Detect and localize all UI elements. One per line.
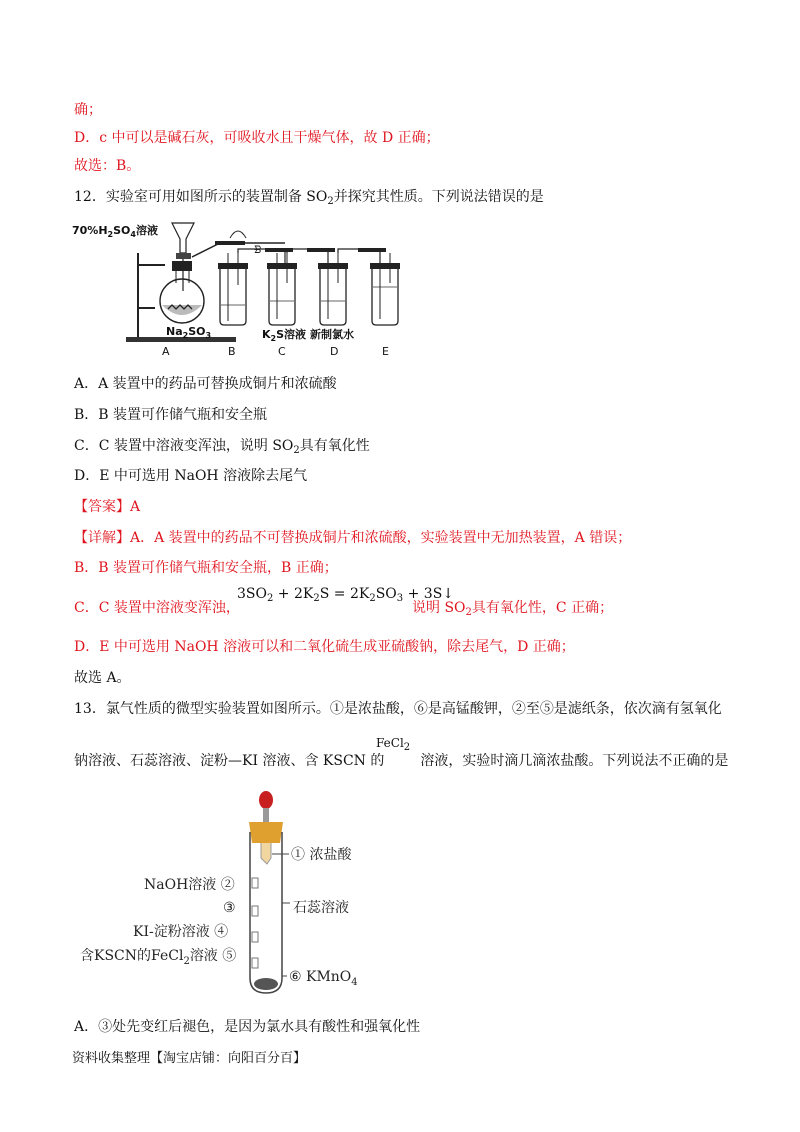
fecl2-formula: FeCl$_2$ [376, 736, 411, 753]
q13-option-a: A．③处先变红后褪色，是因为氯水具有酸性和强氧化性 [74, 1019, 421, 1035]
label-kmno4: ⑥ KMnO$_4$ [289, 969, 358, 988]
question-13: 13．氯气性质的微型实验装置如图所示。①是浓盐酸，⑥是高锰酸钾，②至⑤是滤纸条，依次滴有氢氧化 [74, 701, 722, 717]
label-naoh: NaOH溶液 ② [144, 877, 235, 893]
apparatus-letter: D [330, 345, 339, 358]
text-line: 确； [74, 102, 102, 118]
apparatus-figure-13 [75, 788, 405, 1008]
stopper [249, 822, 283, 843]
chlorine-water-label: 新制氯水 [310, 328, 354, 341]
option-b: B．B 装置可作储气瓶和安全瓶 [74, 407, 268, 423]
detail-a: 【详解】A．A 装置中的药品不可替换成铜片和浓硫酸，实验装置中无加热装置，A 错误； [74, 530, 632, 546]
option-d: D．E 中可选用 NaOH 溶液除去尾气 [74, 468, 308, 484]
dropper-bulb [259, 791, 273, 809]
bottle-e [372, 269, 398, 325]
reaction-equation: $3SO_2 + 2K_2S = 2K_2SO_3$ + 3S↓ [237, 586, 455, 604]
k2s-label: $K_2S$溶液 [262, 328, 307, 343]
detail-c-text: C．C 装置中溶液变浑浊， [74, 600, 240, 616]
bottle-b [220, 269, 246, 325]
question-13-line2: 钠溶液、石蕊溶液、淀粉—KI 溶液、含 KSCN 的 溶液，实验时滴几滴浓盐酸。下列说法不正确的是 [74, 753, 729, 769]
kmno4-solid [254, 978, 278, 990]
footer: 资料收集整理【淘宝店铺：向阳百分百】 [72, 1051, 307, 1066]
label-litmus: 石蕊溶液 [293, 900, 349, 916]
selection: 故选 A。 [74, 670, 131, 686]
apparatus-letter: C [278, 345, 286, 358]
na2so3-label: $Na_2SO_3$ [166, 325, 212, 340]
detail-c-conclusion: 说明 $SO_2$具有氧化性，C 正确； [412, 600, 614, 618]
apparatus-letter: B [228, 345, 236, 358]
label-hcl: ① 浓盐酸 [291, 847, 352, 863]
apparatus-figure-12 [70, 213, 420, 363]
text-line: D．c 中可以是碱石灰，可吸收水且干燥气体，故 D 正确； [74, 130, 440, 146]
svg-text:ᗽ: ᗽ [254, 245, 262, 256]
bottle-d [320, 269, 346, 325]
answer: 【答案】A [74, 499, 141, 515]
label-fecl2: 含KSCN的FeCl$_2$溶液 ⑤ [80, 948, 237, 967]
apparatus-letter: A [162, 345, 170, 358]
option-a: A．A 装置中的药品可替换成铜片和浓硫酸 [74, 376, 337, 392]
bottle-c [269, 269, 295, 325]
apparatus-letter: E [382, 345, 389, 358]
option-c: C．C 装置中溶液变浑浊，说明 $SO_2$具有氧化性 [74, 438, 370, 456]
dropping-funnel [172, 223, 194, 253]
detail-d: D．E 中可选用 NaOH 溶液可以和二氧化硫生成亚硫酸钠，除去尾气，D 正确； [74, 639, 575, 655]
label-3: ③ [223, 900, 236, 916]
round-flask [160, 279, 204, 323]
text-line: 故选：B。 [74, 158, 141, 174]
label-ki: KI-淀粉溶液 ④ [133, 924, 229, 940]
detail-b: B．B 装置可作储气瓶和安全瓶，B 正确； [74, 560, 338, 576]
acid-label: $70\%H_2SO_4$溶液 [72, 224, 158, 239]
question-12: 12．实验室可用如图所示的装置制备 $SO_2$并探究其性质。下列说法错误的是 [74, 189, 544, 207]
